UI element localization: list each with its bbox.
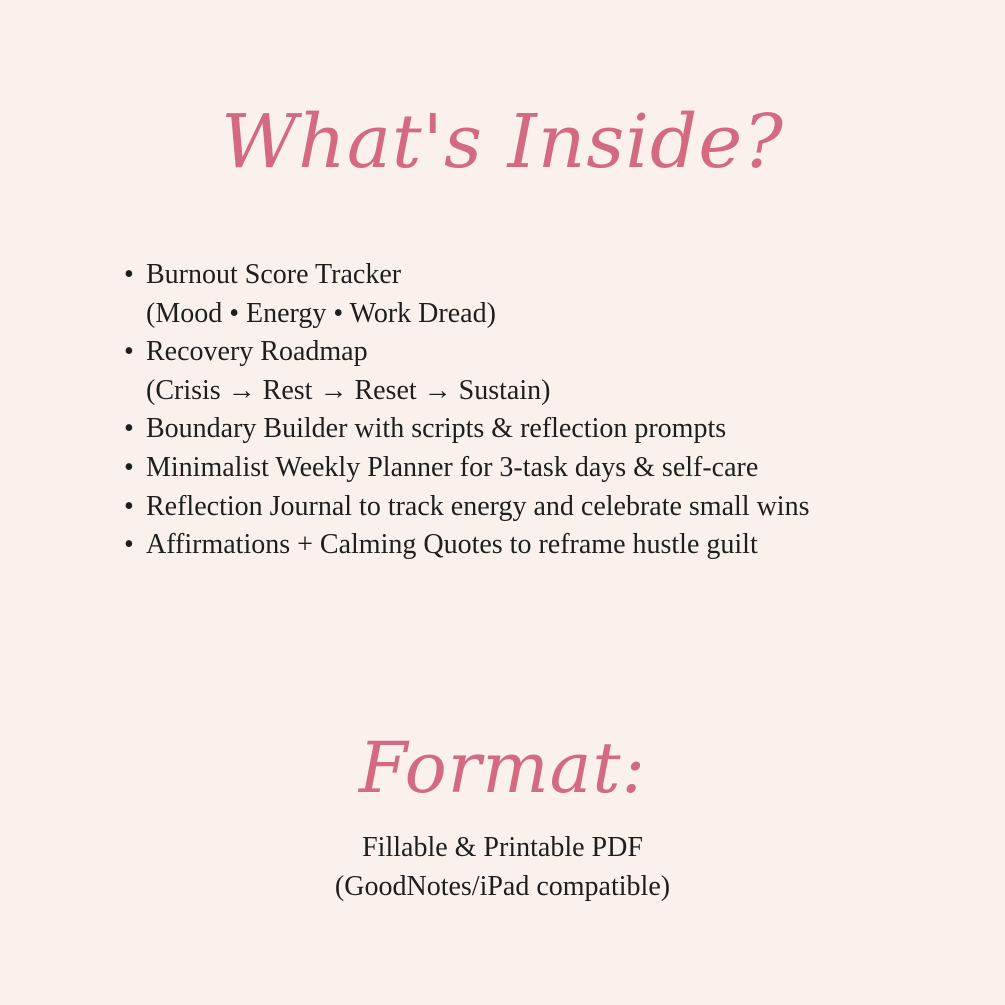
list-item-subtext: (Mood • Energy • Work Dread) bbox=[146, 297, 496, 329]
list-item bbox=[124, 449, 886, 488]
bullet-icon: • bbox=[124, 529, 134, 561]
list-item-text: Reflection Journal to track energy and celebrate small wins bbox=[146, 490, 810, 522]
bullet-icon: • bbox=[124, 451, 134, 483]
list-item-subtext: (Crisis → Rest → Reset → Sustain) bbox=[146, 374, 551, 406]
format-heading: Format: bbox=[358, 727, 647, 809]
format-description bbox=[0, 828, 1005, 906]
list-item-text: Burnout Score Tracker bbox=[146, 259, 402, 290]
list-item-text: Recovery Roadmap bbox=[146, 336, 368, 368]
bullet-icon: • bbox=[124, 259, 134, 290]
format-line: Fillable & Printable PDF bbox=[362, 832, 643, 863]
whats-inside-heading: What's Inside? bbox=[221, 99, 784, 185]
bullet-icon: • bbox=[124, 413, 134, 445]
list-item bbox=[124, 256, 886, 333]
format-line: (GoodNotes/iPad compatible) bbox=[334, 871, 671, 902]
list-item bbox=[124, 488, 886, 527]
list-item-text: Minimalist Weekly Planner for 3-task days & self-care bbox=[146, 451, 759, 483]
list-item-text: Boundary Builder with scripts & reflection prompts bbox=[146, 413, 727, 445]
feature-list bbox=[124, 256, 886, 565]
list-item bbox=[124, 333, 886, 410]
list-item bbox=[124, 526, 886, 565]
bullet-icon: • bbox=[124, 490, 134, 522]
list-item-text: Affirmations + Calming Quotes to reframe hustle guilt bbox=[146, 529, 758, 561]
list-item bbox=[124, 410, 886, 449]
bullet-icon: • bbox=[124, 336, 134, 368]
